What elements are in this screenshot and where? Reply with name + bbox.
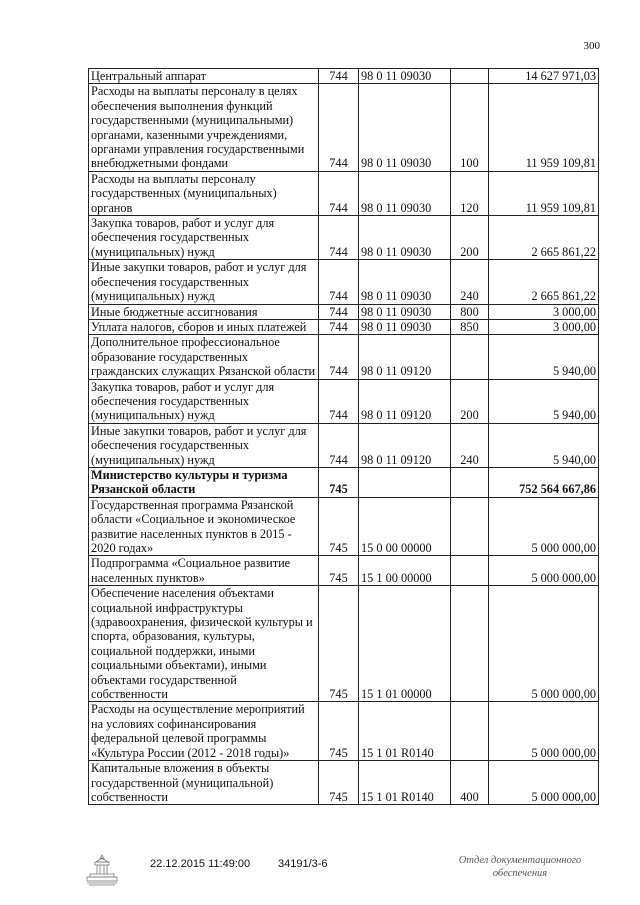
cell-sum: 5 000 000,00 (489, 556, 599, 586)
cell-sum: 5 940,00 (489, 379, 599, 423)
cell-sum: 2 665 861,22 (489, 260, 599, 304)
building-stamp-icon (84, 852, 120, 888)
table-row (89, 761, 599, 805)
cell-name: Обеспечение населения объектами социальной инфраструктуры (здравоохранения, физической культуры и спорта, образования, культуры, социальной поддержки, иными социальными объектами), иными объектами государственной собственности (89, 586, 319, 702)
cell-sum: 14 627 971,03 (489, 69, 599, 84)
cell-sum: 752 564 667,86 (489, 467, 599, 497)
cell-csr: 98 0 11 09030 (359, 171, 451, 215)
table-row (89, 304, 599, 319)
cell-csr: 98 0 11 09120 (359, 335, 451, 379)
cell-ved: 744 (319, 335, 359, 379)
budget-table-body (89, 69, 599, 805)
page-footer (0, 852, 640, 902)
cell-vr (451, 586, 489, 702)
cell-sum: 5 000 000,00 (489, 702, 599, 761)
table-row (89, 586, 599, 702)
cell-vr: 850 (451, 319, 489, 334)
cell-name: Расходы на выплаты персоналу в целях обеспечения выполнения функций государственными (муниципальными) органами, казенными учреждениями, органами управления государственными внебюджетными фондами (89, 84, 319, 171)
cell-csr: 98 0 11 09030 (359, 69, 451, 84)
table-row (89, 702, 599, 761)
cell-name: Капитальные вложения в объекты государственной (муниципальной) собственности (89, 761, 319, 805)
cell-sum: 5 000 000,00 (489, 586, 599, 702)
cell-name: Иные бюджетные ассигнования (89, 304, 319, 319)
cell-csr: 15 1 01 R0140 (359, 702, 451, 761)
table-row (89, 467, 599, 497)
cell-ved: 744 (319, 379, 359, 423)
cell-ved: 744 (319, 260, 359, 304)
table-row (89, 84, 599, 171)
cell-csr: 98 0 11 09030 (359, 260, 451, 304)
cell-vr: 200 (451, 216, 489, 260)
cell-sum: 5 000 000,00 (489, 761, 599, 805)
cell-csr: 15 1 01 00000 (359, 586, 451, 702)
cell-csr: 15 0 00 00000 (359, 497, 451, 556)
cell-ved: 745 (319, 556, 359, 586)
footer-dept-line2: обеспечения (492, 868, 548, 879)
cell-name: Уплата налогов, сборов и иных платежей (89, 319, 319, 334)
cell-csr: 98 0 11 09120 (359, 379, 451, 423)
cell-csr (359, 467, 451, 497)
table-row (89, 379, 599, 423)
footer-dept-line1: Отдел документационного (458, 855, 582, 866)
cell-csr: 98 0 11 09030 (359, 319, 451, 334)
cell-vr: 240 (451, 260, 489, 304)
cell-ved: 744 (319, 171, 359, 215)
cell-csr: 15 1 01 R0140 (359, 761, 451, 805)
cell-ved: 744 (319, 319, 359, 334)
table-row (89, 69, 599, 84)
cell-name: Иные закупки товаров, работ и услуг для обеспечения государственных (муниципальных) нужд (89, 423, 319, 467)
cell-csr: 98 0 11 09030 (359, 216, 451, 260)
table-row (89, 216, 599, 260)
cell-ved: 745 (319, 702, 359, 761)
cell-ved: 745 (319, 467, 359, 497)
footer-department (440, 854, 600, 880)
cell-vr (451, 556, 489, 586)
cell-vr (451, 69, 489, 84)
cell-vr: 400 (451, 761, 489, 805)
cell-csr: 15 1 00 00000 (359, 556, 451, 586)
cell-vr: 100 (451, 84, 489, 171)
cell-name: Закупка товаров, работ и услуг для обеспечения государственных (муниципальных) нужд (89, 216, 319, 260)
cell-sum: 5 940,00 (489, 335, 599, 379)
table-row (89, 423, 599, 467)
cell-name: Закупка товаров, работ и услуг для обеспечения государственных (муниципальных) нужд (89, 379, 319, 423)
cell-csr: 98 0 11 09030 (359, 84, 451, 171)
cell-ved: 744 (319, 84, 359, 171)
cell-sum: 3 000,00 (489, 304, 599, 319)
cell-ved: 745 (319, 586, 359, 702)
cell-vr (451, 497, 489, 556)
cell-ved: 744 (319, 423, 359, 467)
cell-sum: 11 959 109,81 (489, 171, 599, 215)
cell-ved: 744 (319, 304, 359, 319)
cell-vr (451, 702, 489, 761)
cell-sum: 5 000 000,00 (489, 497, 599, 556)
cell-sum: 3 000,00 (489, 319, 599, 334)
table-row (89, 260, 599, 304)
cell-vr: 240 (451, 423, 489, 467)
cell-ved: 744 (319, 69, 359, 84)
table-row (89, 319, 599, 334)
table-row (89, 497, 599, 556)
cell-name: Государственная программа Рязанской области «Социальное и экономическое развитие населенных пунктов в 2015 - 2020 годах» (89, 497, 319, 556)
cell-vr: 120 (451, 171, 489, 215)
cell-vr: 200 (451, 379, 489, 423)
cell-vr: 800 (451, 304, 489, 319)
cell-vr (451, 467, 489, 497)
cell-name: Иные закупки товаров, работ и услуг для обеспечения государственных (муниципальных) нужд (89, 260, 319, 304)
cell-sum: 2 665 861,22 (489, 216, 599, 260)
cell-csr: 98 0 11 09120 (359, 423, 451, 467)
cell-name: Дополнительное профессиональное образование государственных гражданских служащих Рязанской области (89, 335, 319, 379)
cell-vr (451, 335, 489, 379)
table-row (89, 335, 599, 379)
cell-sum: 11 959 109,81 (489, 84, 599, 171)
footer-doc-code: 34191/3-6 (278, 858, 328, 870)
footer-datetime: 22.12.2015 11:49:00 (150, 858, 251, 870)
page-number: 300 (583, 40, 600, 52)
cell-csr: 98 0 11 09030 (359, 304, 451, 319)
cell-name: Министерство культуры и туризма Рязанской области (89, 467, 319, 497)
table-row (89, 556, 599, 586)
cell-ved: 744 (319, 216, 359, 260)
cell-ved: 745 (319, 761, 359, 805)
budget-table (88, 68, 599, 805)
cell-name: Расходы на выплаты персоналу государственных (муниципальных) органов (89, 171, 319, 215)
table-row (89, 171, 599, 215)
cell-ved: 745 (319, 497, 359, 556)
cell-name: Подпрограмма «Социальное развитие населенных пунктов» (89, 556, 319, 586)
cell-name: Расходы на осуществление мероприятий на условиях софинансирования федеральной целевой программы «Культура России (2012 - 2018 годы)» (89, 702, 319, 761)
cell-name: Центральный аппарат (89, 69, 319, 84)
cell-sum: 5 940,00 (489, 423, 599, 467)
